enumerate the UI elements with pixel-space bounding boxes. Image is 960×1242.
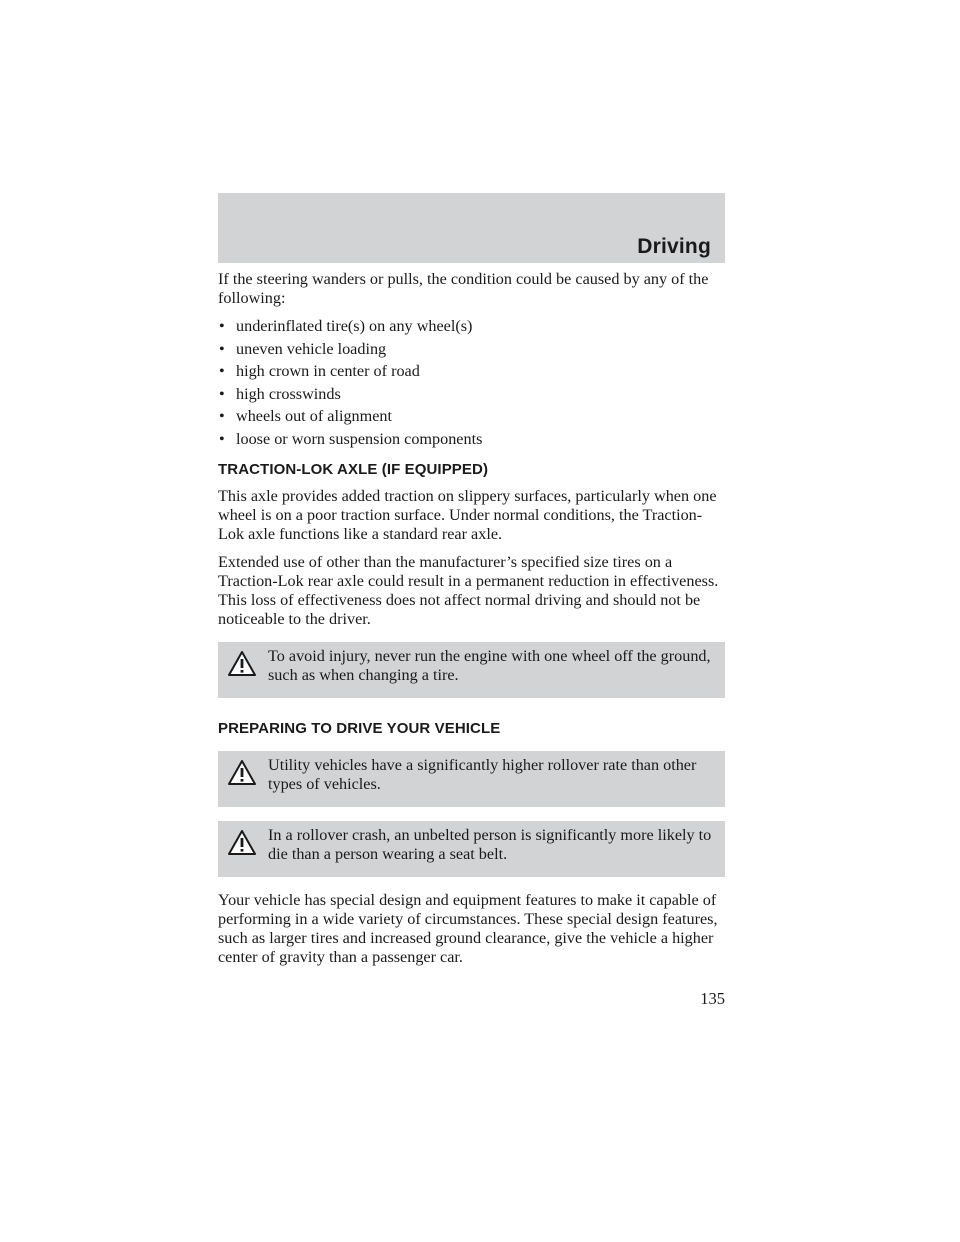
page-content — [218, 270, 725, 976]
steering-causes-list — [218, 317, 725, 449]
warning-triangle-icon — [227, 759, 257, 786]
bullet-icon: • — [219, 384, 225, 403]
intro-paragraph: If the steering wanders or pulls, the condition could be caused by any of the following: — [218, 270, 709, 307]
warning-triangle-icon — [227, 829, 257, 856]
list-item: • high crosswinds — [219, 384, 341, 403]
traction-paragraph-1: This axle provides added traction on slippery surfaces, particularly when one wheel is on a poor traction surface. Under normal conditions, the Traction-Lok axle functions like a standard rear axle. — [218, 486, 717, 543]
section-title: Driving — [637, 235, 711, 258]
bullet-icon: • — [219, 407, 225, 426]
traction-lok-heading: TRACTION-LOK AXLE (IF EQUIPPED) — [218, 460, 489, 478]
warning-text: To avoid injury, never run the engine with one wheel off the ground, such as when changing a tire. — [268, 646, 711, 684]
section-header-band — [218, 193, 725, 263]
list-item: • uneven vehicle loading — [219, 339, 387, 358]
warning-box-rollover-rate — [218, 751, 725, 807]
bullet-icon: • — [219, 429, 225, 448]
bullet-icon: • — [219, 362, 225, 381]
vehicle-design-paragraph: Your vehicle has special design and equipment features to make it capable of performing in a wide variety of circumstances. These special design features, such as larger tires and increased ground clearance, give the vehicle a higher center of gravity than a passenger car. — [218, 890, 718, 966]
warning-box-engine — [218, 642, 725, 698]
warning-triangle-icon — [227, 650, 257, 677]
warning-box-seat-belt — [218, 821, 725, 877]
bullet-icon: • — [219, 317, 225, 335]
warning-text: In a rollover crash, an unbelted person is significantly more likely to die than a person wearing a seat belt. — [268, 825, 712, 863]
preparing-heading: PREPARING TO DRIVE YOUR VEHICLE — [218, 719, 501, 737]
warning-text: Utility vehicles have a significantly higher rollover rate than other types of vehicles. — [268, 755, 697, 793]
bullet-icon: • — [219, 339, 225, 358]
traction-paragraph-2: Extended use of other than the manufacturer’s specified size tires on a Traction-Lok rear axle could result in a permanent reduction in effectiveness. This loss of effectiveness does not affect normal driving and should not be noticeable to the driver. — [218, 552, 719, 628]
list-item: • loose or worn suspension components — [219, 429, 483, 448]
list-item: • underinflated tire(s) on any wheel(s) — [219, 317, 473, 335]
list-item: • high crown in center of road — [219, 362, 420, 381]
page-number: 135 — [700, 989, 725, 1008]
list-item: • wheels out of alignment — [219, 407, 392, 426]
